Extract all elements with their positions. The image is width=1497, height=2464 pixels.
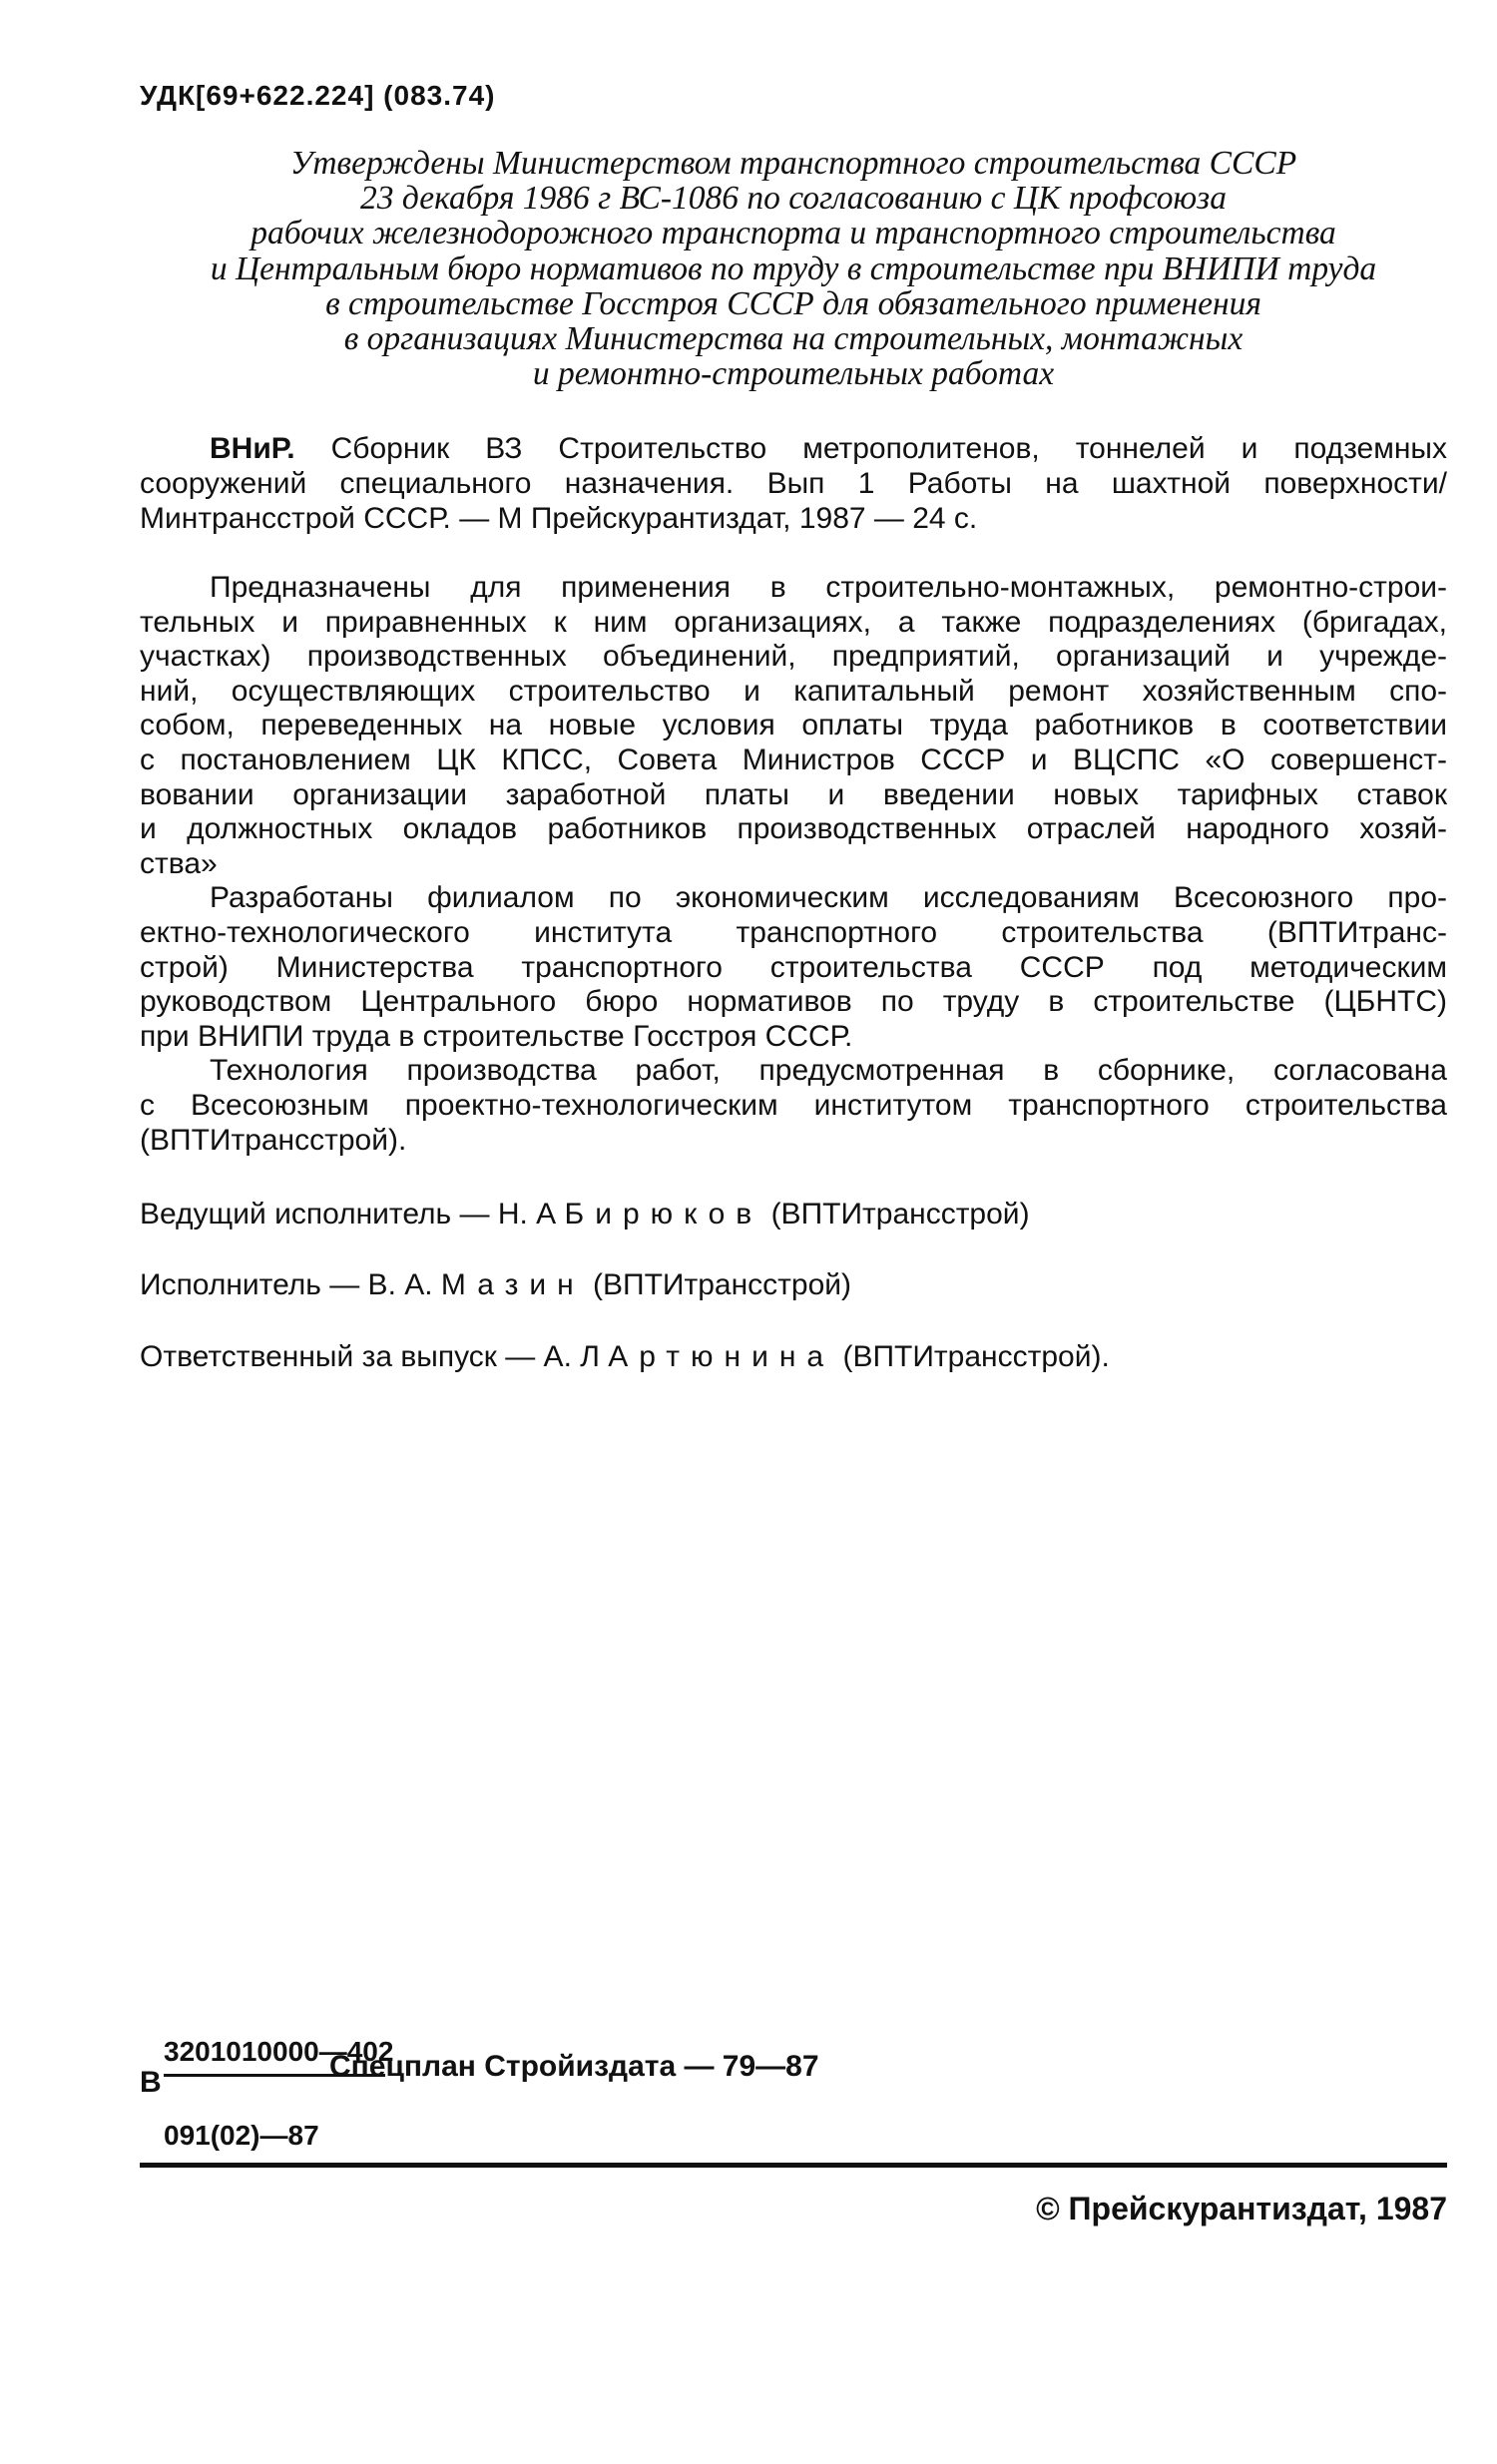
biblio-abbr: ВНиР. — [210, 432, 295, 465]
approval-line: и Центральным бюро нормативов по труду в строительстве при ВНИПИ труда — [210, 249, 1377, 287]
approval-statement — [140, 146, 1447, 391]
paragraph-line: строй) Министерства транспортного строительства СССР под методическим — [140, 950, 1447, 984]
code-denominator: 091(02)—87 — [164, 2120, 319, 2151]
credit-lead-executor — [140, 1198, 1030, 1232]
udk-code: УДК[69+622.224] (083.74) — [140, 80, 496, 111]
credit-exec-org: (ВПТИтрансстрой) — [584, 1268, 852, 1301]
credit-lead-org: (ВПТИтрансстрой) — [762, 1198, 1030, 1231]
approval-line: 23 декабря 1986 г ВС-1086 по согласованию с ЦК профсоюза — [360, 180, 1227, 218]
approval-line: в организациях Министерства на строительных, монтажных — [343, 320, 1244, 358]
approval-line: в строительстве Госстроя СССР для обязательного применения — [325, 284, 1261, 322]
credit-exec-name: Мазин — [440, 1268, 585, 1301]
paragraph-line: (ВПТИтрансстрой). — [140, 1123, 407, 1157]
copyright-notice: © Прейскурантиздат, 1987 — [1036, 2191, 1447, 2226]
approval-line: Утверждены Министерством транспортного строительства СССР — [289, 145, 1297, 182]
paragraph-line: Разработаны филиалом по экономическим исследованиям Всесоюзного про- — [210, 881, 1447, 915]
biblio-line — [140, 431, 1447, 466]
credit-resp-name: Артюнина — [608, 1340, 835, 1373]
paragraph-line: вовании организации заработной платы и введении новых тарифных ставок — [140, 777, 1447, 811]
credit-resp-org: (ВПТИтрансстрой). — [834, 1340, 1110, 1373]
paragraph-line: ний, осуществляющих строительство и капитальный ремонт хозяйственным спо- — [140, 674, 1447, 708]
paragraph-line: и должностных окладов работников производственных отраслей народного хозяй- — [140, 812, 1447, 846]
credit-resp-role: Ответственный за выпуск — А. Л — [140, 1340, 609, 1373]
biblio-title: Сборник ВЗ Строительство метрополитенов, тоннелей и подземных — [294, 432, 1447, 465]
paragraph-developers — [140, 881, 1447, 1054]
approval-line: рабочих железнодорожного транспорта и транспортного строительства — [250, 215, 1336, 252]
paragraph-line: тельных и приравненных к ним организациях, а также подразделениях (бригадах, — [140, 605, 1447, 639]
code-letter: В — [140, 2066, 162, 2099]
credit-executor — [140, 1268, 851, 1302]
paragraph-line: Предназначены для применения в строительно-монтажных, ремонтно-строи- — [210, 571, 1447, 604]
bibliographic-record — [140, 431, 1447, 536]
paragraph-line: с Всесоюзным проектно-технологическим институтом транспортного строительства — [140, 1088, 1447, 1122]
paragraph-line: участках) производственных объединений, предприятий, организаций и учрежде- — [140, 640, 1447, 674]
approval-line: и ремонтно-строительных работах — [532, 355, 1055, 393]
paragraph-line: Технология производства работ, предусмотренная в сборнике, согласована — [210, 1054, 1447, 1088]
credit-lead-name: Бирюков — [564, 1198, 763, 1231]
divider-rule — [140, 2163, 1447, 2168]
paragraph-line: с постановлением ЦК КПСС, Совета Министров СССР и ВЦСПС «О совершенст- — [140, 742, 1447, 776]
description-paragraphs — [140, 571, 1447, 1158]
paragraph-line: руководством Центрального бюро нормативов по труду в строительстве (ЦБНТС) — [140, 985, 1447, 1019]
paragraph-line: собом, переведенных на новые условия оплаты труда работников в соответствии — [140, 709, 1447, 742]
code-numerator: 3201010000—402 — [164, 2036, 394, 2067]
specplan-text: Спецплан Стройиздата — 79—87 — [329, 2050, 819, 2083]
credit-responsible — [140, 1340, 1110, 1374]
paragraph-technology — [140, 1054, 1447, 1158]
paragraph-line: ектно-технологического института транспортного строительства (ВПТИтранс- — [140, 915, 1447, 949]
biblio-line: Минтрансстрой СССР. — М Прейскурантиздат, 1987 — 24 с. — [140, 502, 978, 535]
credit-exec-role: Исполнитель — В. А. — [140, 1268, 441, 1301]
credit-lead-role: Ведущий исполнитель — Н. А — [140, 1198, 565, 1231]
paragraph-purpose — [140, 571, 1447, 881]
biblio-line: сооружений специального назначения. Вып 1 Работы на шахтной поверхности/ — [140, 467, 1447, 500]
paragraph-line: ства» — [140, 846, 218, 880]
paragraph-line: при ВНИПИ труда в строительстве Госстроя СССР. — [140, 1019, 853, 1053]
